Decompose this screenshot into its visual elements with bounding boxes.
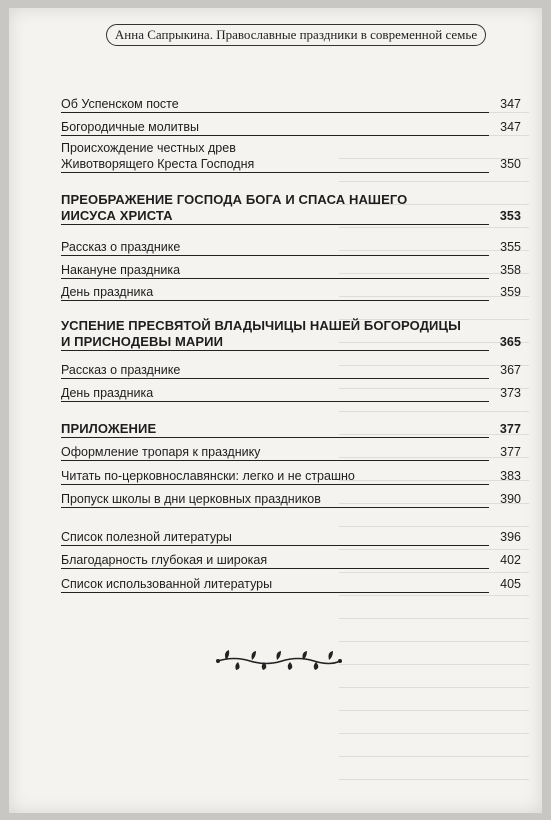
running-header-title: Анна Сапрыкина. Православные праздники в современной семье (114, 27, 478, 42)
toc-page-number: 367 (500, 363, 521, 377)
toc-entry-title-line: Животворящего Креста Господня (61, 157, 255, 171)
toc-page-number: 365 (499, 335, 521, 349)
toc-page-number: 383 (500, 469, 521, 483)
toc-page-number: 359 (500, 285, 521, 299)
toc-entry[interactable] (61, 576, 521, 592)
toc-page-number: 402 (500, 553, 521, 567)
toc-page-number: 396 (500, 530, 521, 544)
toc-entry-title: День праздника (61, 285, 154, 299)
toc-section-title: ПРИЛОЖЕНИЕ (61, 421, 157, 436)
leader-rule (61, 172, 489, 173)
leader-rule (61, 545, 489, 546)
toc-entry-title: Богородичные молитвы (61, 120, 200, 134)
toc-entry[interactable] (61, 444, 521, 460)
book-page (9, 8, 542, 813)
toc-page-number: 358 (500, 263, 521, 277)
leader-rule (61, 224, 489, 225)
leader-rule (61, 460, 489, 461)
toc-entry-title: Рассказ о празднике (61, 240, 181, 254)
toc-entry[interactable] (61, 385, 521, 401)
toc-entry-title: Накануне праздника (61, 263, 181, 277)
toc-page-number: 347 (500, 97, 521, 111)
toc-entry-title: Благодарность глубокая и широкая (61, 553, 268, 567)
toc-page-number: 377 (499, 422, 521, 436)
toc-entry[interactable] (61, 119, 521, 135)
toc-page-number: 347 (500, 120, 521, 134)
leader-rule (61, 135, 489, 136)
toc-entry[interactable] (61, 96, 521, 112)
toc-page-number: 353 (499, 209, 521, 223)
leader-rule (61, 484, 489, 485)
leader-rule (61, 300, 489, 301)
toc-entry[interactable] (61, 552, 521, 568)
toc-entry[interactable] (61, 529, 521, 545)
leader-rule (61, 437, 489, 438)
toc-entry-title: Список использованной литературы (61, 577, 273, 591)
toc-entry[interactable] (61, 140, 521, 172)
leader-rule (61, 378, 489, 379)
toc-page-number: 350 (500, 157, 521, 171)
toc-entry[interactable] (61, 239, 521, 255)
toc-page-number: 373 (500, 386, 521, 400)
toc-entry-title: Рассказ о празднике (61, 363, 181, 377)
toc-entry-title: День праздника (61, 386, 154, 400)
toc-entry[interactable] (61, 468, 521, 484)
toc-section-heading[interactable] (61, 421, 521, 437)
toc-entry-title-line: Происхождение честных древ (61, 141, 236, 155)
toc-section-title-line: ИИСУСА ХРИСТА (61, 208, 173, 223)
toc-entry-title: Читать по-церковнославянски: легко и не страшно (61, 469, 355, 483)
toc-entry-title: Список полезной литературы (61, 530, 232, 544)
leader-rule (61, 255, 489, 256)
toc-section-title-line: ПРЕОБРАЖЕНИЕ ГОСПОДА БОГА И СПАСА НАШЕГО (61, 192, 408, 207)
toc-entry-title: Оформление тропаря к празднику (61, 445, 261, 459)
toc-entry-title: Об Успенском посте (61, 97, 179, 111)
toc-section-heading[interactable] (61, 318, 521, 350)
toc-page-number: 390 (500, 492, 521, 506)
leader-rule (61, 112, 489, 113)
toc-page-number: 377 (500, 445, 521, 459)
toc-section-title-line: И ПРИСНОДЕВЫ МАРИИ (61, 334, 224, 349)
running-header (106, 24, 486, 46)
toc-section-title-line: УСПЕНИЕ ПРЕСВЯТОЙ ВЛАДЫЧИЦЫ НАШЕЙ БОГОРОДИЦЫ (61, 318, 461, 333)
toc-page-number: 405 (500, 577, 521, 591)
leader-rule (61, 278, 489, 279)
toc-section-heading[interactable] (61, 192, 521, 224)
leader-rule (61, 401, 489, 402)
leader-rule (61, 568, 489, 569)
leader-rule (61, 592, 489, 593)
floral-vine-icon (214, 648, 344, 670)
leader-rule (61, 507, 489, 508)
toc-entry[interactable] (61, 491, 521, 507)
toc-page-number: 355 (500, 240, 521, 254)
leader-rule (61, 350, 489, 351)
toc-entry[interactable] (61, 284, 521, 300)
toc-entry[interactable] (61, 362, 521, 378)
toc-entry-title: Пропуск школы в дни церковных праздников (61, 492, 321, 506)
toc-entry[interactable] (61, 262, 521, 278)
